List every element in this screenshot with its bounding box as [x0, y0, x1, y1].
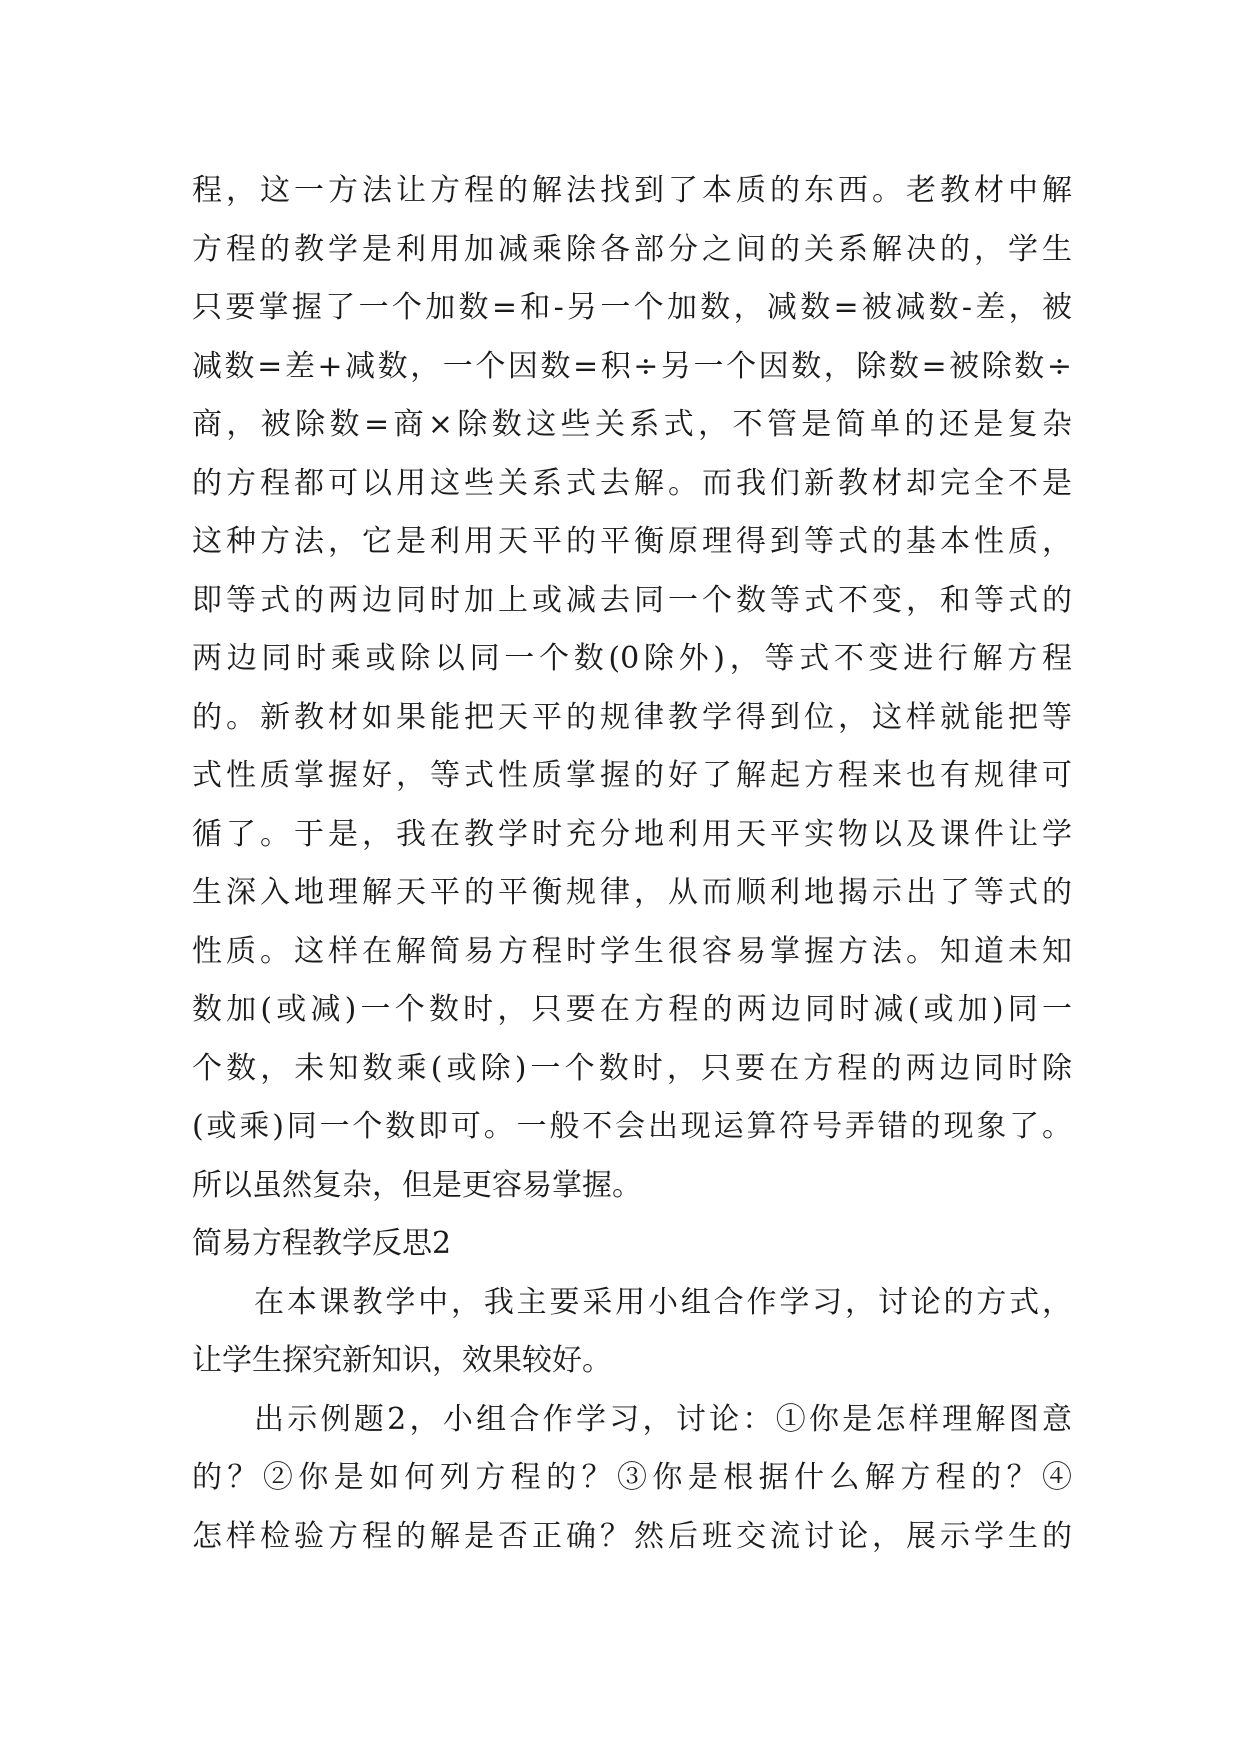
paragraph-line: 减数=差+减数，一个因数=积÷另一个因数，除数=被除数÷: [192, 348, 1072, 384]
paragraph-line: 出示例题2，小组合作学习，讨论：①你是怎样理解图意: [254, 1401, 1072, 1437]
paragraph-line: 只要掌握了一个加数=和-另一个加数，减数=被减数-差，被: [192, 290, 1072, 325]
paragraph-line: 两边同时乘或除以同一个数(0除外)，等式不变进行解方程: [192, 641, 1072, 676]
paragraph-line: 怎样检验方程的解是否正确？然后班交流讨论，展示学生的: [192, 1518, 1072, 1554]
paragraph-line: 所以虽然复杂，但是更容易掌握。: [192, 1167, 642, 1203]
paragraph-line: 的？②你是如何列方程的？③你是根据什么解方程的？④: [192, 1460, 1072, 1495]
paragraph-line: 方程的教学是利用加减乘除各部分之间的关系解决的，学生: [192, 231, 1072, 267]
paragraph-line: 的方程都可以用这些关系式去解。而我们新教材却完全不是: [192, 465, 1072, 501]
paragraph-line: 程，这一方法让方程的解法找到了本质的东西。老教材中解: [192, 173, 1072, 208]
paragraph-line: 生深入地理解天平的平衡规律，从而顺利地揭示出了等式的: [192, 875, 1072, 910]
paragraph-line: 在本课教学中，我主要采用小组合作学习，讨论的方式，: [254, 1284, 1072, 1320]
paragraph-line: 让学生探究新知识，效果较好。: [192, 1343, 612, 1378]
paragraph-line: 这种方法，它是利用天平的平衡原理得到等式的基本性质，: [192, 524, 1072, 559]
paragraph-line: 即等式的两边同时加上或减去同一个数等式不变，和等式的: [192, 582, 1072, 618]
document-body: [192, 162, 1072, 1566]
paragraph-line: 循了。于是，我在教学时充分地利用天平实物以及课件让学: [192, 816, 1072, 852]
paragraph-line: 的。新教材如果能把天平的规律教学得到位，这样就能把等: [192, 699, 1072, 735]
paragraph-line: 商，被除数=商×除数这些关系式，不管是简单的还是复杂: [192, 407, 1072, 442]
paragraph-line: 性质。这样在解简易方程时学生很容易掌握方法。知道未知: [192, 933, 1072, 969]
paragraph-line: 式性质掌握好，等式性质掌握的好了解起方程来也有规律可: [192, 758, 1072, 793]
paragraph-line: (或乘)同一个数即可。一般不会出现运算符号弄错的现象了。: [192, 1109, 1072, 1144]
paragraph-line: 数加(或减)一个数时，只要在方程的两边同时减(或加)同一: [192, 992, 1072, 1027]
paragraph-line: 个数，未知数乘(或除)一个数时，只要在方程的两边同时除: [192, 1050, 1072, 1086]
section-heading: 简易方程教学反思2: [192, 1226, 452, 1261]
